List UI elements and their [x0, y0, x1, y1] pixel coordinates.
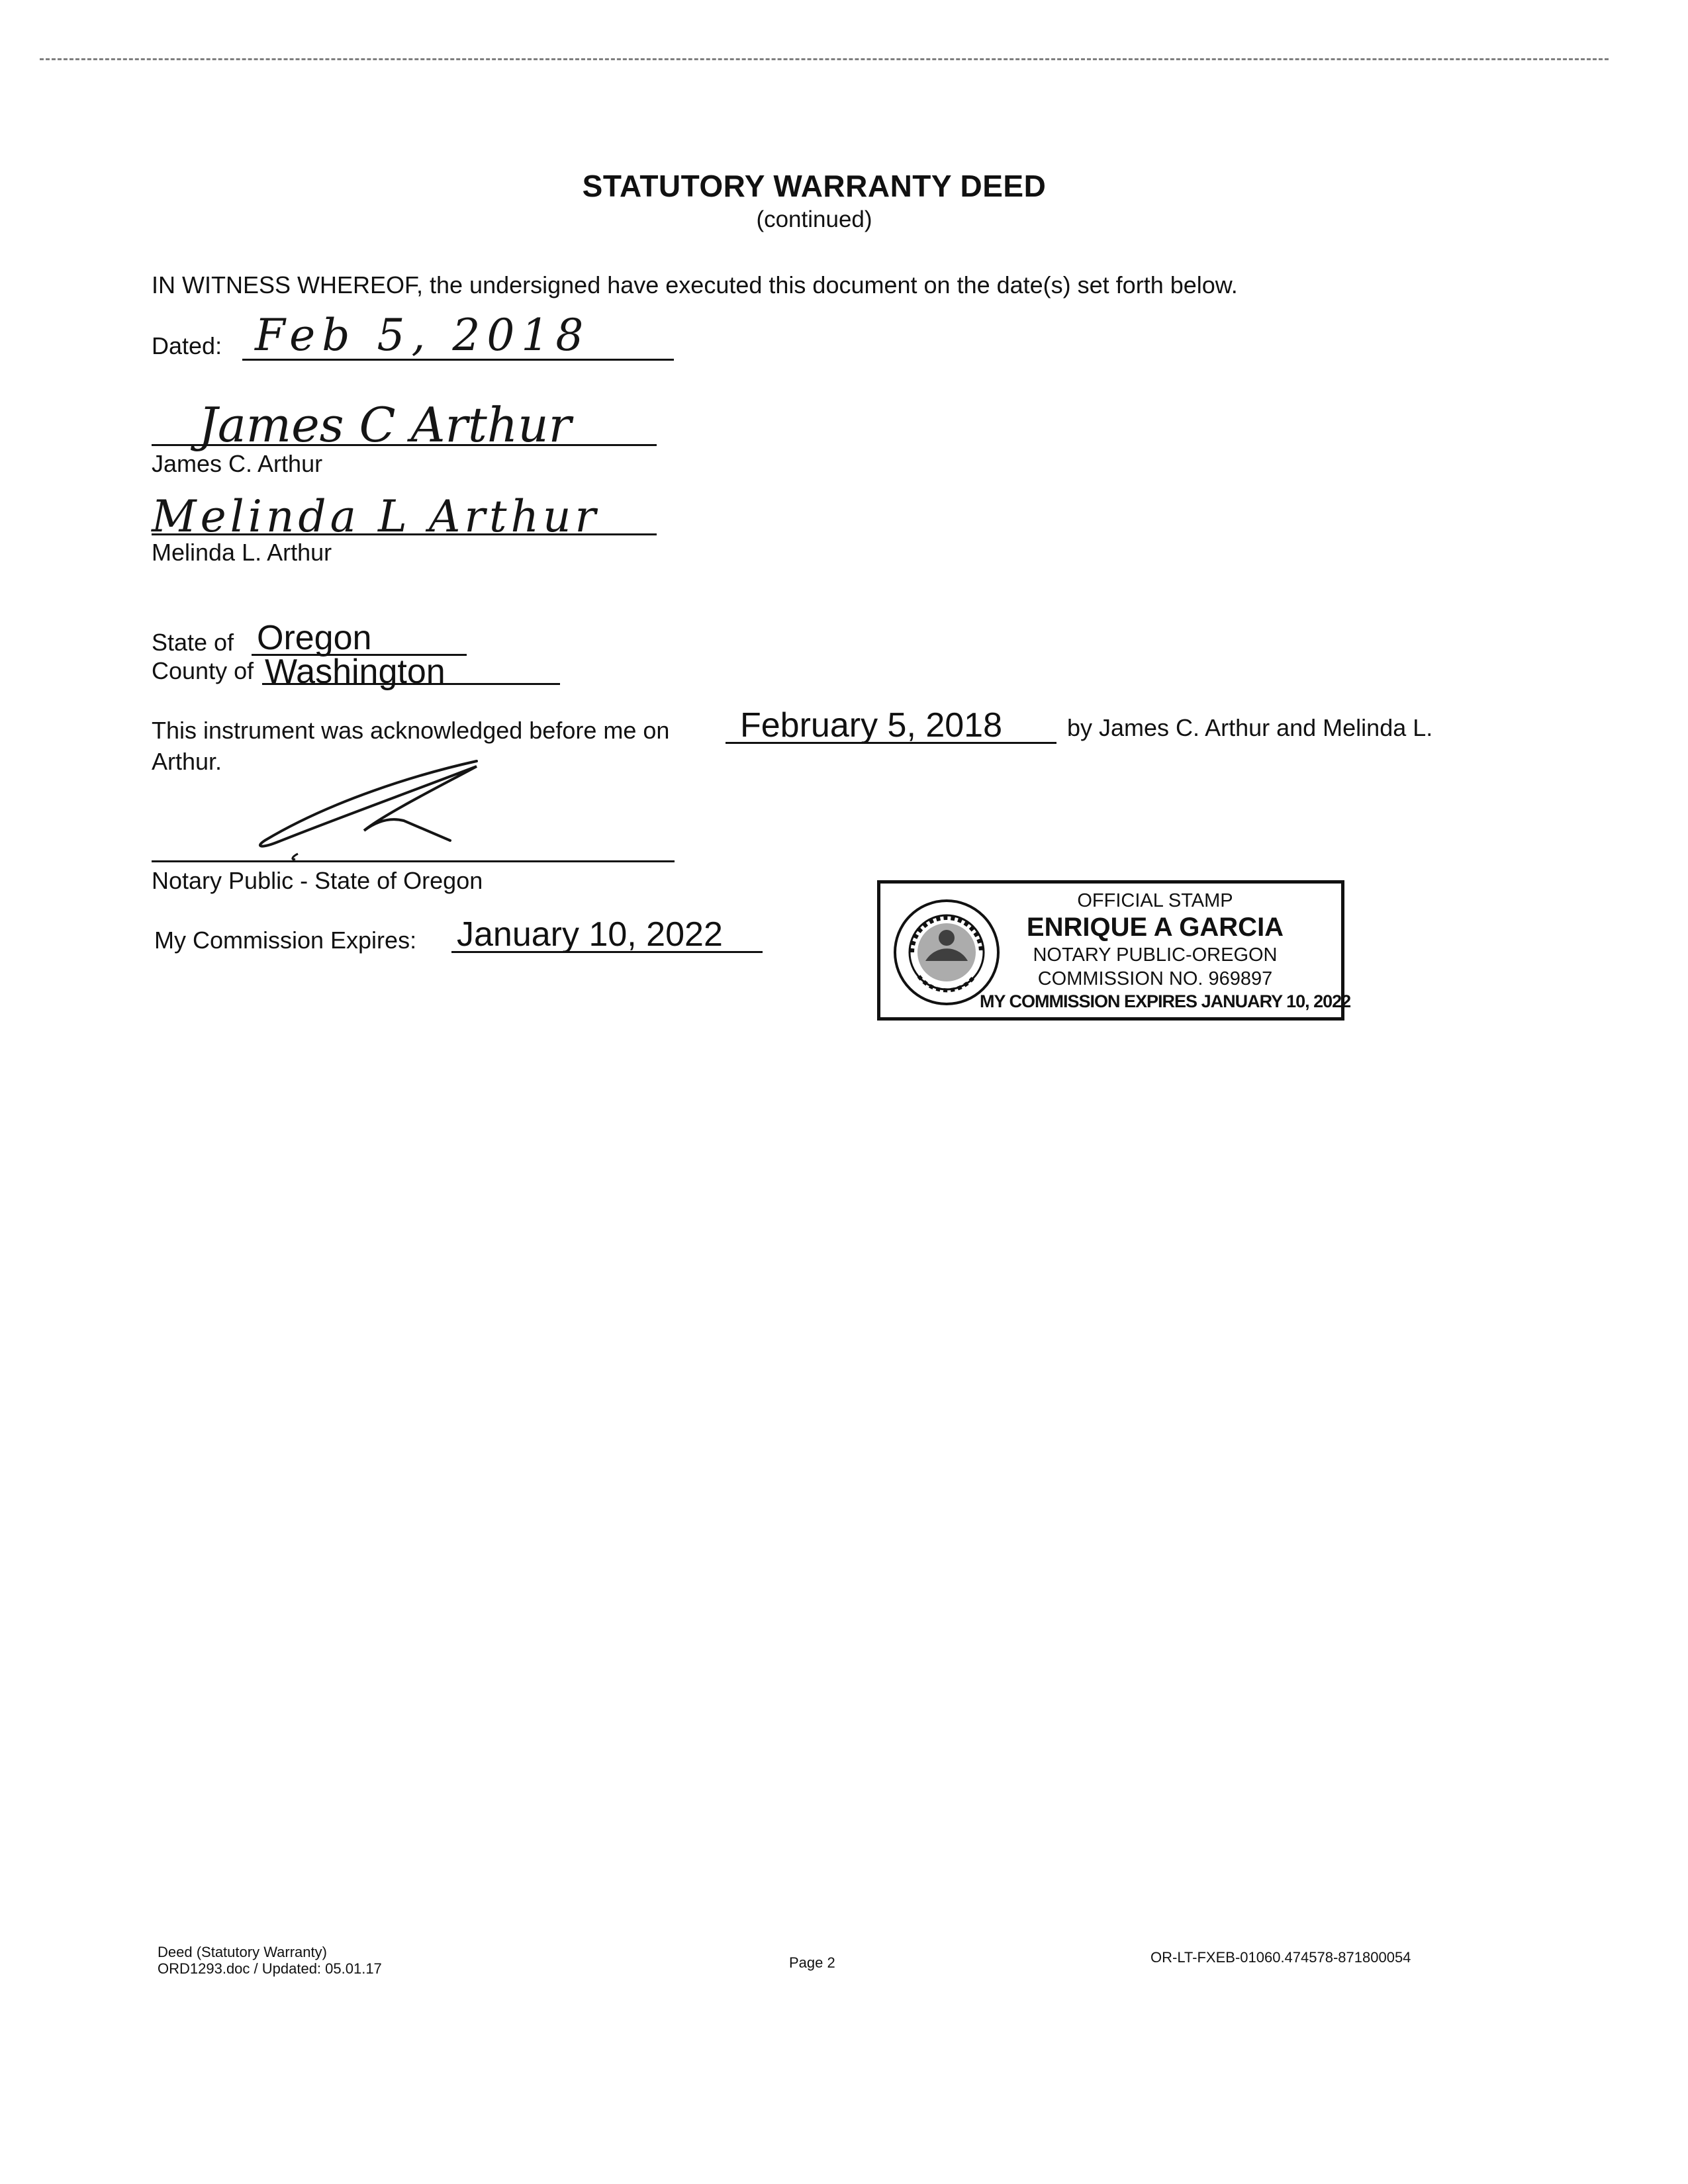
signature-melinda: Melinda L Arthur	[152, 491, 600, 542]
stamp-commission-expiry: MY COMMISSION EXPIRES JANUARY 10, 2022	[980, 991, 1351, 1011]
county-line	[262, 683, 560, 685]
commission-label: My Commission Expires:	[154, 927, 417, 954]
printed-name-james: James C. Arthur	[152, 450, 323, 477]
stamp-notary-name: ENRIQUE A GARCIA	[1026, 913, 1284, 942]
commission-line	[451, 951, 763, 953]
stamp-notary-title: NOTARY PUBLIC-OREGON	[1033, 944, 1278, 966]
state-value: Oregon	[257, 619, 372, 657]
dated-label: Dated:	[152, 332, 222, 359]
official-stamp	[877, 880, 1351, 1021]
signature-james: James C Arthur	[199, 397, 571, 453]
document-subtitle: (continued)	[756, 206, 872, 232]
footer-page-number: Page 2	[789, 1954, 835, 1971]
ack-text-wrap: Arthur.	[152, 748, 222, 775]
notary-title: Notary Public - State of Oregon	[152, 867, 483, 894]
ack-date-line	[726, 742, 1056, 744]
stamp-commission-number: COMMISSION NO. 969897	[1037, 968, 1273, 989]
footer-form-name: Deed (Statutory Warranty)	[158, 1944, 327, 1960]
signature-line-2	[152, 533, 657, 535]
footer-document-reference: OR-LT-FXEB-01060.474578-871800054	[1150, 1949, 1411, 1966]
ack-text-before: This instrument was acknowledged before me on	[152, 717, 670, 744]
witness-statement: IN WITNESS WHEREOF, the undersigned have executed this document on the date(s) set forth below.	[152, 271, 1238, 298]
scan-artifact-line	[40, 58, 1609, 60]
footer-form-id: ORD1293.doc / Updated: 05.01.17	[158, 1960, 382, 1977]
notary-signature-line	[152, 860, 675, 862]
ack-date: February 5, 2018	[740, 706, 1003, 745]
document-title: STATUTORY WARRANTY DEED	[582, 169, 1047, 203]
county-value: Washington	[265, 653, 445, 691]
dated-handwritten-value: Feb 5, 2018	[255, 310, 590, 361]
printed-name-melinda: Melinda L. Arthur	[152, 539, 332, 566]
commission-value: January 10, 2022	[457, 915, 723, 954]
county-label: County of	[152, 657, 254, 684]
stamp-heading: OFFICIAL STAMP	[1077, 890, 1233, 911]
notary-signature-scribble	[252, 754, 490, 860]
signature-line-1	[152, 444, 657, 446]
state-label: State of	[152, 629, 234, 656]
ack-text-after: by James C. Arthur and Melinda L.	[1067, 714, 1433, 741]
